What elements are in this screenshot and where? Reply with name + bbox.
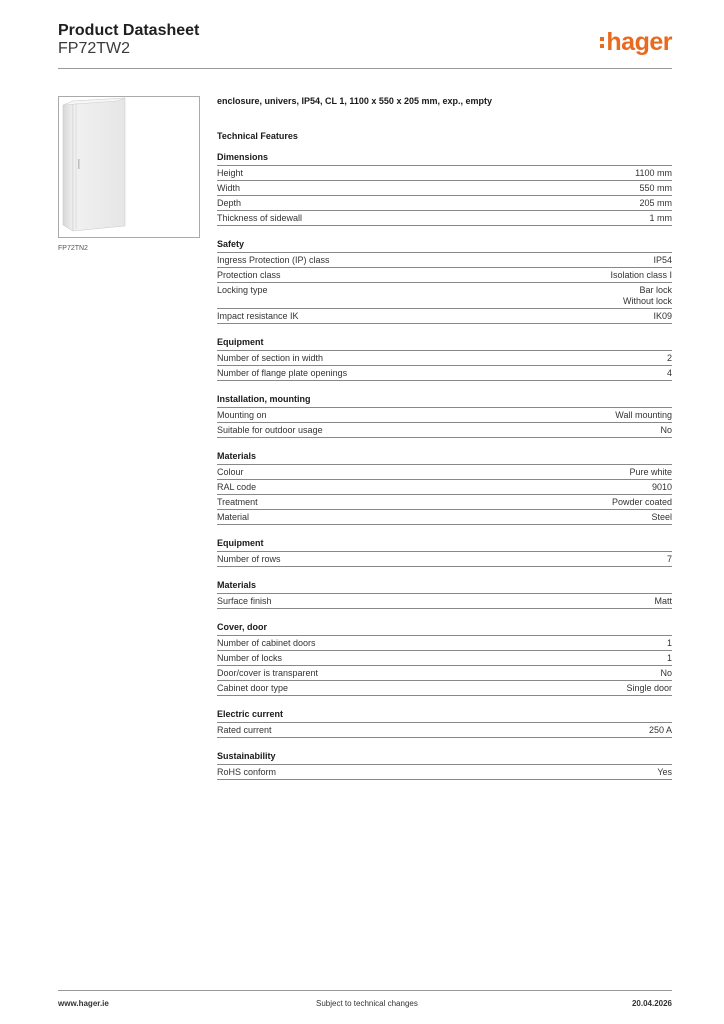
section-title: Equipment (217, 537, 672, 552)
feature-section (217, 621, 672, 696)
page-title: Product Datasheet (58, 22, 200, 39)
feature-row (217, 765, 672, 780)
feature-label: RAL code (217, 482, 257, 492)
image-caption: FP72TN2 (58, 245, 88, 252)
section-title: Safety (217, 238, 672, 253)
feature-label: Height (217, 168, 244, 178)
feature-value: 1 (666, 638, 672, 648)
feature-row (217, 636, 672, 651)
feature-value: 1100 mm (635, 168, 672, 178)
feature-label: Locking type (217, 285, 268, 295)
section-title: Electric current (217, 708, 672, 723)
feature-row (217, 268, 672, 283)
feature-value: Pure white (629, 467, 672, 477)
feature-label: Number of locks (217, 653, 283, 663)
feature-label: RoHS conform (217, 767, 277, 777)
feature-value: Steel (651, 512, 672, 522)
feature-row (217, 196, 672, 211)
feature-label: Mounting on (217, 410, 267, 420)
feature-value: 9010 (651, 482, 672, 492)
feature-value: 7 (666, 554, 672, 564)
feature-label: Number of rows (217, 554, 281, 564)
feature-section (217, 708, 672, 738)
feature-value: IK09 (653, 311, 672, 321)
feature-label: Number of cabinet doors (217, 638, 316, 648)
footer-date: 20.04.2026 (631, 999, 672, 1008)
feature-row (217, 552, 672, 567)
section-title: Equipment (217, 336, 672, 351)
product-image (58, 96, 200, 238)
feature-label: Ingress Protection (IP) class (217, 255, 330, 265)
feature-row (217, 408, 672, 423)
feature-label: Surface finish (217, 596, 272, 606)
header-divider (58, 68, 672, 69)
feature-label: Door/cover is transparent (217, 668, 319, 678)
footer-divider (58, 990, 672, 991)
feature-row (217, 253, 672, 268)
feature-row (217, 723, 672, 738)
feature-row (217, 495, 672, 510)
feature-value: 2 (666, 353, 672, 363)
feature-row (217, 309, 672, 324)
feature-value: 550 mm (639, 183, 672, 193)
feature-label: Protection class (217, 270, 281, 280)
feature-label: Number of section in width (217, 353, 324, 363)
feature-row (217, 465, 672, 480)
feature-value: Isolation class I (610, 270, 672, 280)
feature-section (217, 238, 672, 324)
feature-value: Single door (626, 683, 672, 693)
feature-section (217, 537, 672, 567)
datasheet-content (217, 95, 672, 780)
feature-value: IP54 (653, 255, 672, 265)
feature-row (217, 366, 672, 381)
feature-sections (217, 151, 672, 780)
feature-label: Treatment (217, 497, 258, 507)
feature-value: 1 (666, 653, 672, 663)
feature-row (217, 510, 672, 525)
section-title: Installation, mounting (217, 393, 672, 408)
logo-dots-icon (600, 37, 604, 48)
footer-website-link[interactable]: www.hager.ie (58, 999, 109, 1008)
feature-row (217, 283, 672, 309)
hager-logo (600, 28, 672, 56)
feature-value: 250 A (648, 725, 672, 735)
feature-value: Bar lock Without lock (622, 285, 672, 306)
feature-label: Colour (217, 467, 244, 477)
feature-section (217, 579, 672, 609)
feature-label: Depth (217, 198, 242, 208)
feature-row (217, 681, 672, 696)
feature-section (217, 393, 672, 438)
feature-label: Rated current (217, 725, 272, 735)
product-description: enclosure, univers, IP54, CL 1, 1100 x 550 x 205 mm, exp., empty (217, 96, 492, 106)
feature-section (217, 336, 672, 381)
feature-label: Thickness of sidewall (217, 213, 303, 223)
feature-row (217, 351, 672, 366)
feature-section (217, 151, 672, 226)
feature-value: No (660, 425, 672, 435)
feature-value: Matt (654, 596, 672, 606)
feature-value: Wall mounting (615, 410, 672, 420)
feature-row (217, 181, 672, 196)
section-title: Sustainability (217, 750, 672, 765)
feature-label: Impact resistance IK (217, 311, 299, 321)
feature-value: Powder coated (611, 497, 672, 507)
footer-notice: Subject to technical changes (316, 999, 418, 1008)
product-code: FP72TW2 (58, 40, 131, 57)
feature-label: Number of flange plate openings (217, 368, 348, 378)
feature-row (217, 423, 672, 438)
feature-row (217, 594, 672, 609)
feature-value: No (660, 668, 672, 678)
section-title: Dimensions (217, 151, 672, 166)
feature-label: Width (217, 183, 241, 193)
feature-row (217, 166, 672, 181)
feature-row (217, 480, 672, 495)
feature-value: Yes (657, 767, 672, 777)
feature-value: 1 mm (649, 213, 672, 223)
section-title: Materials (217, 450, 672, 465)
feature-label: Suitable for outdoor usage (217, 425, 323, 435)
feature-row (217, 211, 672, 226)
feature-row (217, 666, 672, 681)
cabinet-illustration-icon (59, 97, 199, 237)
feature-label: Material (217, 512, 250, 522)
feature-value: 4 (666, 368, 672, 378)
feature-row (217, 651, 672, 666)
section-title: Materials (217, 579, 672, 594)
feature-value: 205 mm (639, 198, 672, 208)
section-title: Cover, door (217, 621, 672, 636)
feature-label: Cabinet door type (217, 683, 289, 693)
feature-section (217, 750, 672, 780)
logo-text: hager (606, 27, 672, 56)
feature-section (217, 450, 672, 525)
technical-features-heading: Technical Features (217, 131, 298, 141)
